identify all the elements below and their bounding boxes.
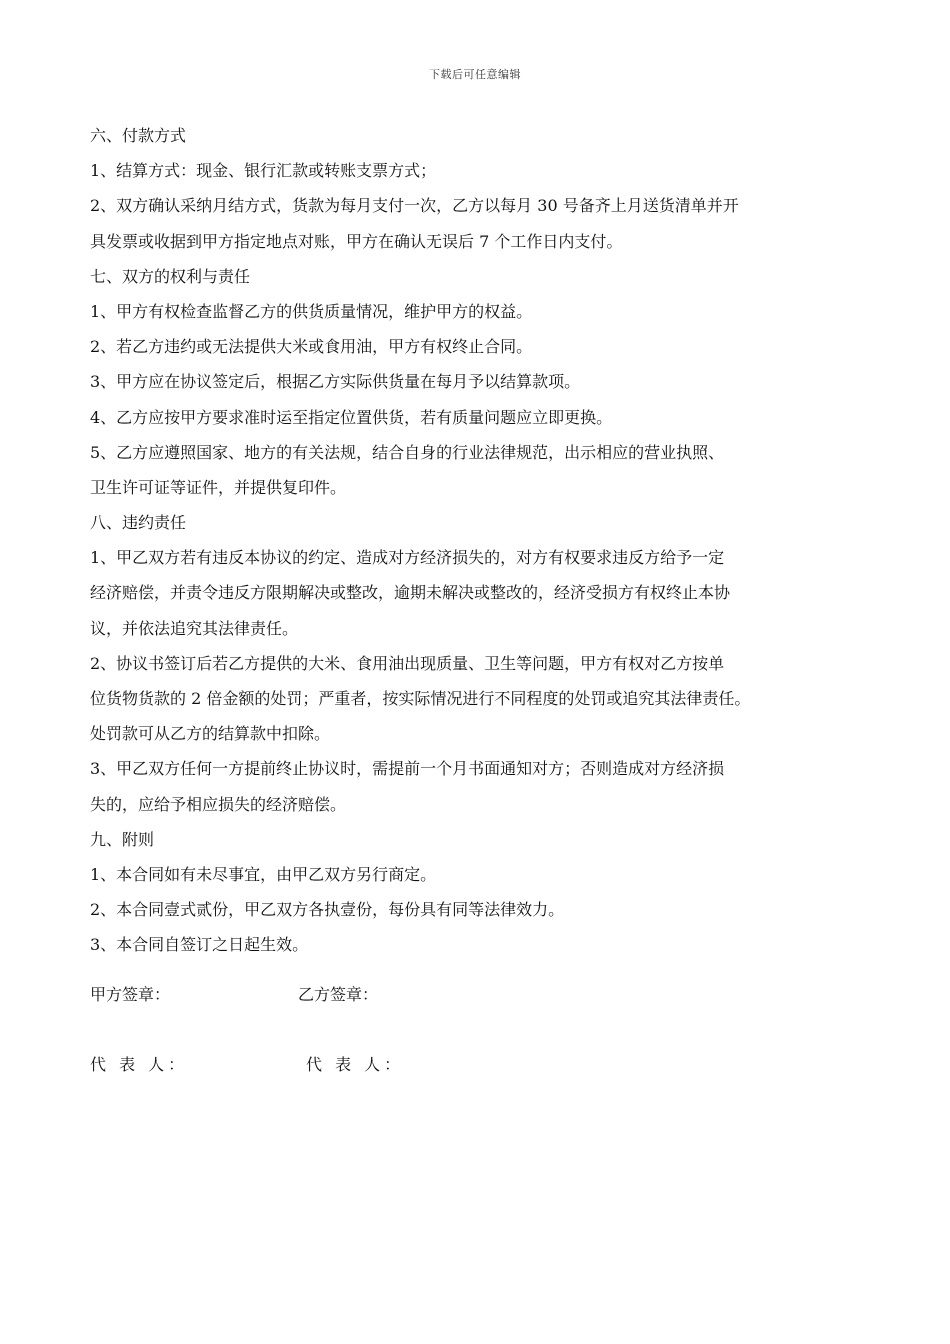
clause-line: 4、乙方应按甲方要求准时运至指定位置供货，若有质量问题应立即更换。 [90,407,613,427]
clause-line: 2、本合同壹式贰份，甲乙双方各执壹份，每份具有同等法律效力。 [90,900,565,920]
section-heading-payment: 六、付款方式 [90,126,187,145]
clause-line: 位货物货款的 2 倍金额的处罚；严重者，按实际情况进行不同程度的处罚或追究其法律责任。 [90,689,751,708]
seal-row [90,980,790,1010]
contract-body [90,118,870,963]
clause-line: 1、甲乙双方若有违反本协议的约定、造成对方经济损失的，对方有权要求违反方给予一定 [90,548,725,568]
download-edit-note: 下载后可任意编辑 [429,68,521,81]
representative-row [90,1050,790,1080]
clause-line: 3、甲方应在协议签定后，根据乙方实际供货量在每月予以结算款项。 [90,372,581,392]
section-heading-rights: 七、双方的权利与责任 [90,266,251,286]
clause-line: 经济赔偿，并责令违反方限期解决或整改，逾期未解决或整改的，经济受损方有权终止本协 [90,583,731,603]
clause-line: 2、双方确认采纳月结方式，货款为每月支付一次，乙方以每月 30 号备齐上月送货清单并开 [90,196,739,216]
party-a-representative-label: 代 表 人： [90,1055,189,1074]
clause-line: 卫生许可证等证件，并提供复印件。 [90,477,347,497]
clause-line: 处罚款可从乙方的结算款中扣除。 [90,724,331,744]
party-b-representative-label: 代 表 人： [306,1055,405,1074]
clause-line: 1、本合同如有未尽事宜，由甲乙双方另行商定。 [90,864,437,884]
clause-line: 失的，应给予相应损失的经济赔偿。 [90,794,347,814]
clause-line: 1、结算方式：现金、银行汇款或转账支票方式； [90,161,437,181]
section-heading-breach: 八、违约责任 [90,513,187,533]
clause-line: 2、若乙方违约或无法提供大米或食用油，甲方有权终止合同。 [90,337,533,357]
party-b-seal-label: 乙方签章： [298,985,379,1004]
clause-line: 议，并依法追究其法律责任。 [90,618,299,638]
clause-line: 2、协议书签订后若乙方提供的大米、食用油出现质量、卫生等问题，甲方有权对乙方按单 [90,653,725,673]
section-heading-annex: 九、附则 [90,829,155,849]
party-a-seal-label: 甲方签章： [90,985,171,1004]
clause-line: 3、本合同自签订之日起生效。 [90,935,309,955]
clause-line: 具发票或收据到甲方指定地点对账，甲方在确认无误后 7 个工作日内支付。 [90,231,623,251]
clause-line: 3、甲乙双方任何一方提前终止协议时，需提前一个月书面通知对方；否则造成对方经济损 [90,759,725,779]
clause-line: 5、乙方应遵照国家、地方的有关法规，结合自身的行业法律规范，出示相应的营业执照、 [90,442,725,462]
clause-line: 1、甲方有权检查监督乙方的供货质量情况，维护甲方的权益。 [90,301,533,321]
